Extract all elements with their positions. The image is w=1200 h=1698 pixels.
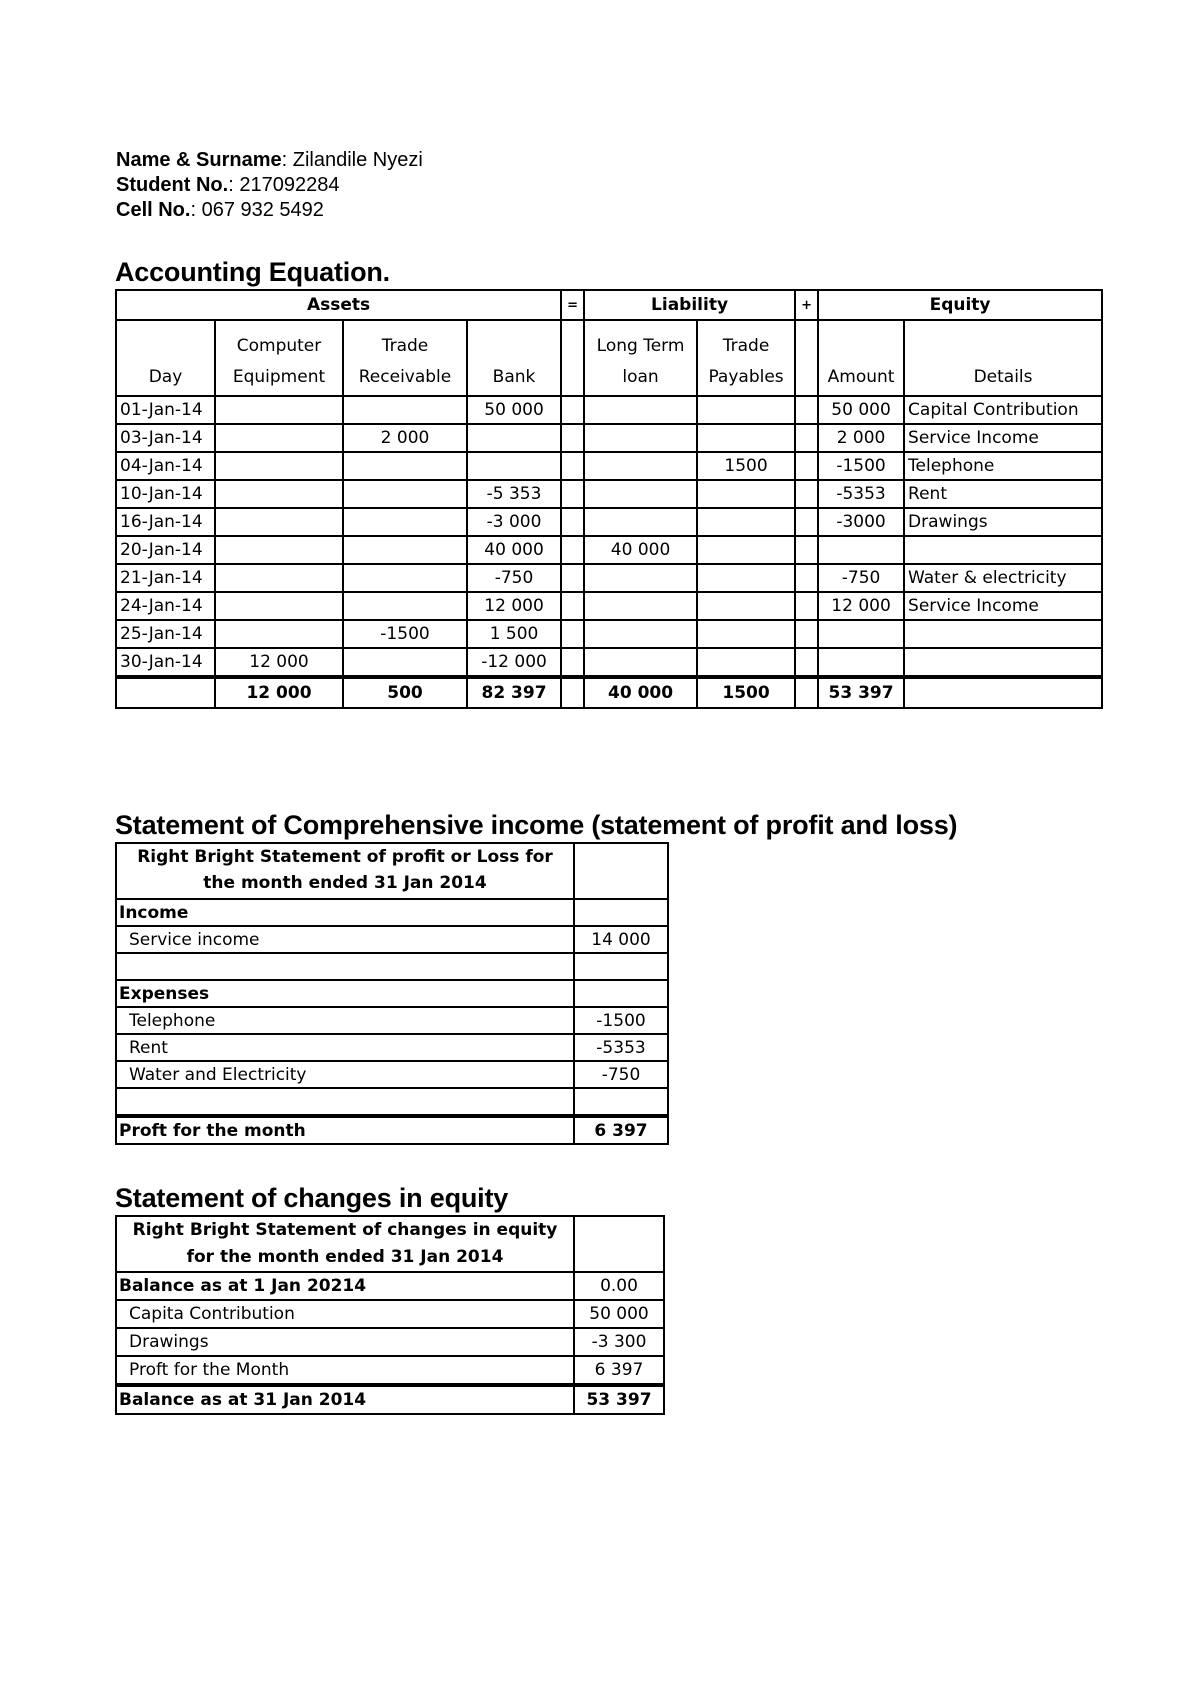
expense-value: -5353 (574, 1034, 668, 1061)
equity-item-label: Capita Contribution (116, 1300, 574, 1328)
long-term-loan-cell (584, 508, 697, 536)
computer-equipment-cell: 12 000 (215, 648, 343, 677)
sep-cell (795, 536, 818, 564)
details-cell (904, 648, 1102, 677)
total-long-term-loan: 40 000 (584, 677, 697, 708)
amount-cell: -3000 (818, 508, 904, 536)
blank-cell (574, 1216, 664, 1272)
assets-header: Assets (116, 290, 561, 320)
trade-receivable-cell: 2 000 (343, 424, 467, 452)
trade-receivable-cell (343, 564, 467, 592)
column-header-row (116, 320, 1102, 396)
col-trade-payables: Trade Payables (697, 320, 795, 396)
expense-label: Rent (116, 1034, 574, 1061)
expense-value: -1500 (574, 1007, 668, 1034)
trade-payables-cell (697, 508, 795, 536)
long-term-loan-cell (584, 620, 697, 648)
amount-cell: -1500 (818, 452, 904, 480)
long-term-loan-cell (584, 480, 697, 508)
long-term-loan-cell: 40 000 (584, 536, 697, 564)
total-day (116, 677, 215, 708)
amount-cell: 50 000 (818, 396, 904, 424)
details-cell: Water & electricity (904, 564, 1102, 592)
amount-cell (818, 536, 904, 564)
trade-receivable-cell (343, 508, 467, 536)
day-cell: 16-Jan-14 (116, 508, 215, 536)
total-amount: 53 397 (818, 677, 904, 708)
computer-equipment-cell (215, 508, 343, 536)
sep-cell (795, 592, 818, 620)
student-no-label: Student No. (116, 174, 229, 196)
name-label: Name & Surname (116, 149, 282, 171)
transaction-row (116, 508, 1102, 536)
plus-sign: + (795, 290, 818, 320)
trade-receivable-cell (343, 592, 467, 620)
sep-cell (561, 620, 584, 648)
equity-item-row (116, 1328, 664, 1356)
details-cell (904, 536, 1102, 564)
day-cell: 10-Jan-14 (116, 480, 215, 508)
col-computer-equipment: Computer Equipment (215, 320, 343, 396)
equals-sign: = (561, 290, 584, 320)
details-cell: Capital Contribution (904, 396, 1102, 424)
expense-label: Telephone (116, 1007, 574, 1034)
computer-equipment-cell (215, 592, 343, 620)
computer-equipment-cell (215, 424, 343, 452)
opening-balance-value: 0.00 (574, 1272, 664, 1300)
profit-row (116, 1116, 668, 1144)
income-statement-table (115, 842, 669, 1145)
day-cell: 04-Jan-14 (116, 452, 215, 480)
accounting-equation-title: Accounting Equation. (115, 257, 390, 287)
blank-cell (574, 953, 668, 980)
amount-cell (818, 620, 904, 648)
group-header-row (116, 290, 1102, 320)
day-cell: 03-Jan-14 (116, 424, 215, 452)
total-computer-equipment: 12 000 (215, 677, 343, 708)
closing-balance-value: 53 397 (574, 1385, 664, 1414)
sep-cell (561, 677, 584, 708)
opening-balance-row (116, 1272, 664, 1300)
sep-cell (561, 452, 584, 480)
computer-equipment-cell (215, 536, 343, 564)
total-details (904, 677, 1102, 708)
opening-balance-label: Balance as at 1 Jan 20214 (116, 1272, 574, 1300)
equity-header: Equity (818, 290, 1102, 320)
transaction-row (116, 564, 1102, 592)
bank-cell (467, 452, 561, 480)
student-no-line (116, 173, 423, 198)
transaction-row (116, 648, 1102, 677)
closing-balance-label: Balance as at 31 Jan 2014 (116, 1385, 574, 1414)
equity-item-row (116, 1300, 664, 1328)
details-cell: Telephone (904, 452, 1102, 480)
computer-equipment-cell (215, 620, 343, 648)
transaction-row (116, 592, 1102, 620)
trade-payables-cell (697, 424, 795, 452)
blank-cell (116, 953, 574, 980)
day-cell: 21-Jan-14 (116, 564, 215, 592)
bank-cell: 12 000 (467, 592, 561, 620)
sep-cell (795, 508, 818, 536)
blank-cell (574, 980, 668, 1007)
trade-receivable-cell (343, 396, 467, 424)
col-long-term-loan: Long Term loan (584, 320, 697, 396)
sep-cell (795, 620, 818, 648)
name-line (116, 148, 423, 173)
total-trade-payables: 1500 (697, 677, 795, 708)
equity-item-value: 50 000 (574, 1300, 664, 1328)
trade-payables-cell (697, 396, 795, 424)
long-term-loan-cell (584, 452, 697, 480)
col-bank: Bank (467, 320, 561, 396)
expense-row (116, 1007, 668, 1034)
sep-cell (795, 480, 818, 508)
long-term-loan-cell (584, 648, 697, 677)
sep-cell (795, 452, 818, 480)
computer-equipment-cell (215, 396, 343, 424)
trade-receivable-cell: -1500 (343, 620, 467, 648)
bank-cell: -5 353 (467, 480, 561, 508)
liability-header: Liability (584, 290, 795, 320)
student-no-value: : 217092284 (228, 174, 340, 196)
sep-cell (795, 677, 818, 708)
trade-payables-cell (697, 620, 795, 648)
equity-table-title: Right Bright Statement of changes in equity for the month ended 31 Jan 2014 (116, 1216, 574, 1272)
expenses-label: Expenses (116, 980, 574, 1007)
equity-item-value: 6 397 (574, 1356, 664, 1385)
expenses-heading-row (116, 980, 668, 1007)
service-income-row (116, 926, 668, 953)
long-term-loan-cell (584, 424, 697, 452)
amount-cell: 12 000 (818, 592, 904, 620)
trade-payables-cell: 1500 (697, 452, 795, 480)
sep-cell (561, 508, 584, 536)
closing-balance-row (116, 1385, 664, 1414)
transaction-row (116, 396, 1102, 424)
student-header (116, 148, 423, 223)
col-amount: Amount (818, 320, 904, 396)
trade-receivable-cell (343, 536, 467, 564)
sep-cell (561, 424, 584, 452)
trade-receivable-cell (343, 648, 467, 677)
day-cell: 01-Jan-14 (116, 396, 215, 424)
sep-cell (795, 320, 818, 396)
bank-cell: 1 500 (467, 620, 561, 648)
details-cell: Drawings (904, 508, 1102, 536)
sep-cell (561, 396, 584, 424)
cell-no-line (116, 198, 423, 223)
service-income-value: 14 000 (574, 926, 668, 953)
profit-value: 6 397 (574, 1116, 668, 1144)
equity-table-title-row (116, 1216, 664, 1272)
income-table-title-row (116, 843, 668, 899)
total-trade-receivable: 500 (343, 677, 467, 708)
sep-cell (561, 536, 584, 564)
bank-cell: 40 000 (467, 536, 561, 564)
bank-cell: -12 000 (467, 648, 561, 677)
transaction-row (116, 424, 1102, 452)
bank-cell (467, 424, 561, 452)
equity-changes-title: Statement of changes in equity (115, 1183, 509, 1213)
equity-item-value: -3 300 (574, 1328, 664, 1356)
blank-cell (574, 1088, 668, 1116)
transaction-row (116, 620, 1102, 648)
equity-item-label: Proft for the Month (116, 1356, 574, 1385)
income-heading-row (116, 899, 668, 926)
total-bank: 82 397 (467, 677, 561, 708)
transaction-row (116, 536, 1102, 564)
expense-row (116, 1034, 668, 1061)
col-trade-receivable: Trade Receivable (343, 320, 467, 396)
day-cell: 30-Jan-14 (116, 648, 215, 677)
cell-no-value: : 067 932 5492 (190, 199, 324, 221)
trade-payables-cell (697, 592, 795, 620)
trade-payables-cell (697, 480, 795, 508)
equity-item-label: Drawings (116, 1328, 574, 1356)
transaction-row (116, 480, 1102, 508)
totals-row (116, 677, 1102, 708)
day-cell: 20-Jan-14 (116, 536, 215, 564)
transaction-row (116, 452, 1102, 480)
income-label: Income (116, 899, 574, 926)
sep-cell (795, 424, 818, 452)
spacer-row (116, 1088, 668, 1116)
day-cell: 24-Jan-14 (116, 592, 215, 620)
sep-cell (795, 648, 818, 677)
amount-cell: 2 000 (818, 424, 904, 452)
income-table-title: Right Bright Statement of profit or Loss for the month ended 31 Jan 2014 (116, 843, 574, 899)
sep-cell (561, 648, 584, 677)
trade-payables-cell (697, 648, 795, 677)
blank-cell (116, 1088, 574, 1116)
trade-receivable-cell (343, 452, 467, 480)
details-cell: Rent (904, 480, 1102, 508)
amount-cell: -750 (818, 564, 904, 592)
sep-cell (561, 320, 584, 396)
amount-cell (818, 648, 904, 677)
service-income-label: Service income (116, 926, 574, 953)
computer-equipment-cell (215, 564, 343, 592)
sep-cell (561, 564, 584, 592)
cell-no-label: Cell No. (116, 199, 191, 221)
income-statement-title: Statement of Comprehensive income (statement of profit and loss) (115, 810, 958, 840)
sep-cell (795, 396, 818, 424)
expense-value: -750 (574, 1061, 668, 1088)
sep-cell (795, 564, 818, 592)
details-cell: Service Income (904, 424, 1102, 452)
col-day: Day (116, 320, 215, 396)
bank-cell: 50 000 (467, 396, 561, 424)
sep-cell (561, 480, 584, 508)
trade-payables-cell (697, 564, 795, 592)
day-cell: 25-Jan-14 (116, 620, 215, 648)
bank-cell: -750 (467, 564, 561, 592)
long-term-loan-cell (584, 564, 697, 592)
trade-payables-cell (697, 536, 795, 564)
long-term-loan-cell (584, 592, 697, 620)
expense-row (116, 1061, 668, 1088)
accounting-equation-table (115, 289, 1103, 709)
amount-cell: -5353 (818, 480, 904, 508)
col-details: Details (904, 320, 1102, 396)
blank-cell (574, 843, 668, 899)
equity-item-row (116, 1356, 664, 1385)
sep-cell (561, 592, 584, 620)
details-cell (904, 620, 1102, 648)
name-value: : Zilandile Nyezi (281, 149, 423, 171)
spacer-row (116, 953, 668, 980)
bank-cell: -3 000 (467, 508, 561, 536)
details-cell: Service Income (904, 592, 1102, 620)
long-term-loan-cell (584, 396, 697, 424)
computer-equipment-cell (215, 480, 343, 508)
expense-label: Water and Electricity (116, 1061, 574, 1088)
trade-receivable-cell (343, 480, 467, 508)
blank-cell (574, 899, 668, 926)
computer-equipment-cell (215, 452, 343, 480)
profit-label: Proft for the month (116, 1116, 574, 1144)
equity-changes-table (115, 1215, 665, 1415)
